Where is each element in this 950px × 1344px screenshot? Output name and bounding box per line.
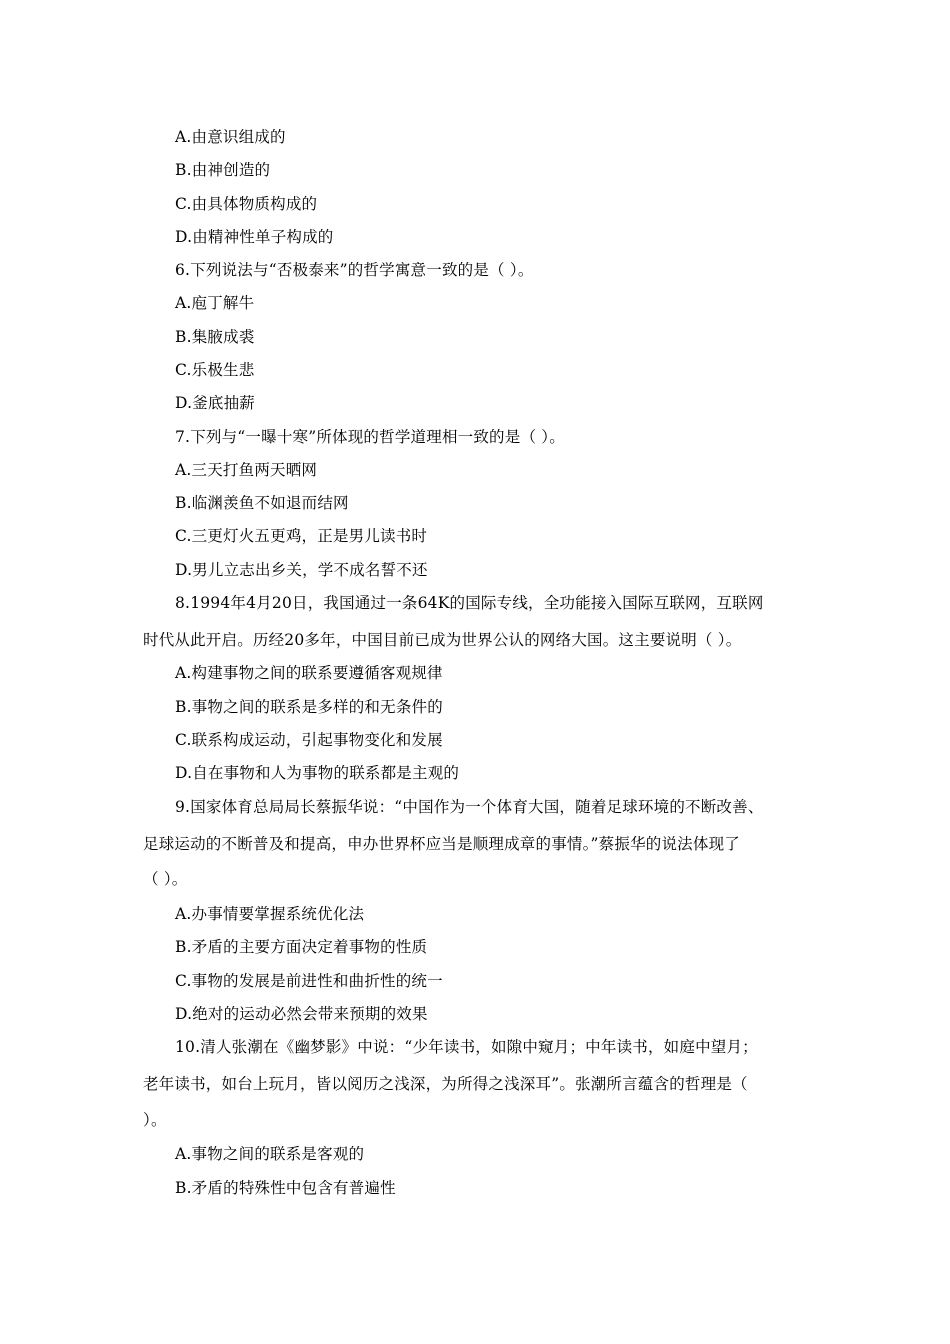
q8-stem-line1: 8.1994年4月20日，我国通过一条64K的国际专线，全功能接入国际互联网，互联网 <box>175 594 764 612</box>
q7-option-c: C.三更灯火五更鸡，正是男儿读书时 <box>175 527 428 545</box>
q6-option-a: A.庖丁解牛 <box>175 294 255 312</box>
q7-option-a: A.三天打鱼两天晒网 <box>175 461 318 479</box>
q8-option-b: B.事物之间的联系是多样的和无条件的 <box>175 698 443 716</box>
q10-stem-line3: ）。 <box>143 1111 167 1129</box>
q8-option-d: D.自在事物和人为事物的联系都是主观的 <box>175 764 460 782</box>
q9-option-a: A.办事情要掌握系统优化法 <box>175 905 365 923</box>
q6-option-b: B.集腋成裘 <box>175 328 255 346</box>
q7-option-d: D.男儿立志出乡关，学不成名誓不还 <box>175 561 428 579</box>
q9-stem-line2: 足球运动的不断普及和提高，申办世界杯应当是顺理成章的事情。”蔡振华的说法体现了 <box>143 835 740 853</box>
q8-option-c: C.联系构成运动，引起事物变化和发展 <box>175 731 443 749</box>
q8-option-a: A.构建事物之间的联系要遵循客观规律 <box>175 664 443 682</box>
q5-option-c: C.由具体物质构成的 <box>175 195 318 213</box>
q8-stem-line2: 时代从此开启。历经20多年，中国目前已成为世界公认的网络大国。这主要说明（ ）。 <box>143 631 742 649</box>
q7-stem: 7.下列与“一曝十寒”所体现的哲学道理相一致的是（ ）。 <box>175 428 565 446</box>
q10-option-b: B.矛盾的特殊性中包含有普遍性 <box>175 1179 396 1197</box>
q10-stem-line2: 老年读书，如台上玩月，皆以阅历之浅深，为所得之浅深耳”。张潮所言蕴含的哲理是（ <box>143 1075 748 1093</box>
q10-option-a: A.事物之间的联系是客观的 <box>175 1145 365 1163</box>
q9-stem-line1: 9.国家体育总局局长蔡振华说：“中国作为一个体育大国，随着足球环境的不断改善、 <box>175 798 764 816</box>
q9-option-d: D.绝对的运动必然会带来预期的效果 <box>175 1005 428 1023</box>
q6-option-c: C.乐极生悲 <box>175 361 255 379</box>
q7-option-b: B.临渊羡鱼不如退而结网 <box>175 494 349 512</box>
q9-stem-line3: （ ）。 <box>143 870 188 888</box>
q6-stem: 6.下列说法与“否极泰来”的哲学寓意一致的是（ ）。 <box>175 261 534 279</box>
q9-option-c: C.事物的发展是前进性和曲折性的统一 <box>175 972 443 990</box>
q5-option-a: A.由意识组成的 <box>175 128 286 146</box>
q9-option-b: B.矛盾的主要方面决定着事物的性质 <box>175 938 428 956</box>
q5-option-b: B.由神创造的 <box>175 161 271 179</box>
q6-option-d: D.釜底抽薪 <box>175 394 256 412</box>
q10-stem-line1: 10.清人张潮在《幽梦影》中说：“少年读书，如隙中窥月；中年读书，如庭中望月； <box>175 1038 758 1056</box>
q5-option-d: D.由精神性单子构成的 <box>175 228 334 246</box>
